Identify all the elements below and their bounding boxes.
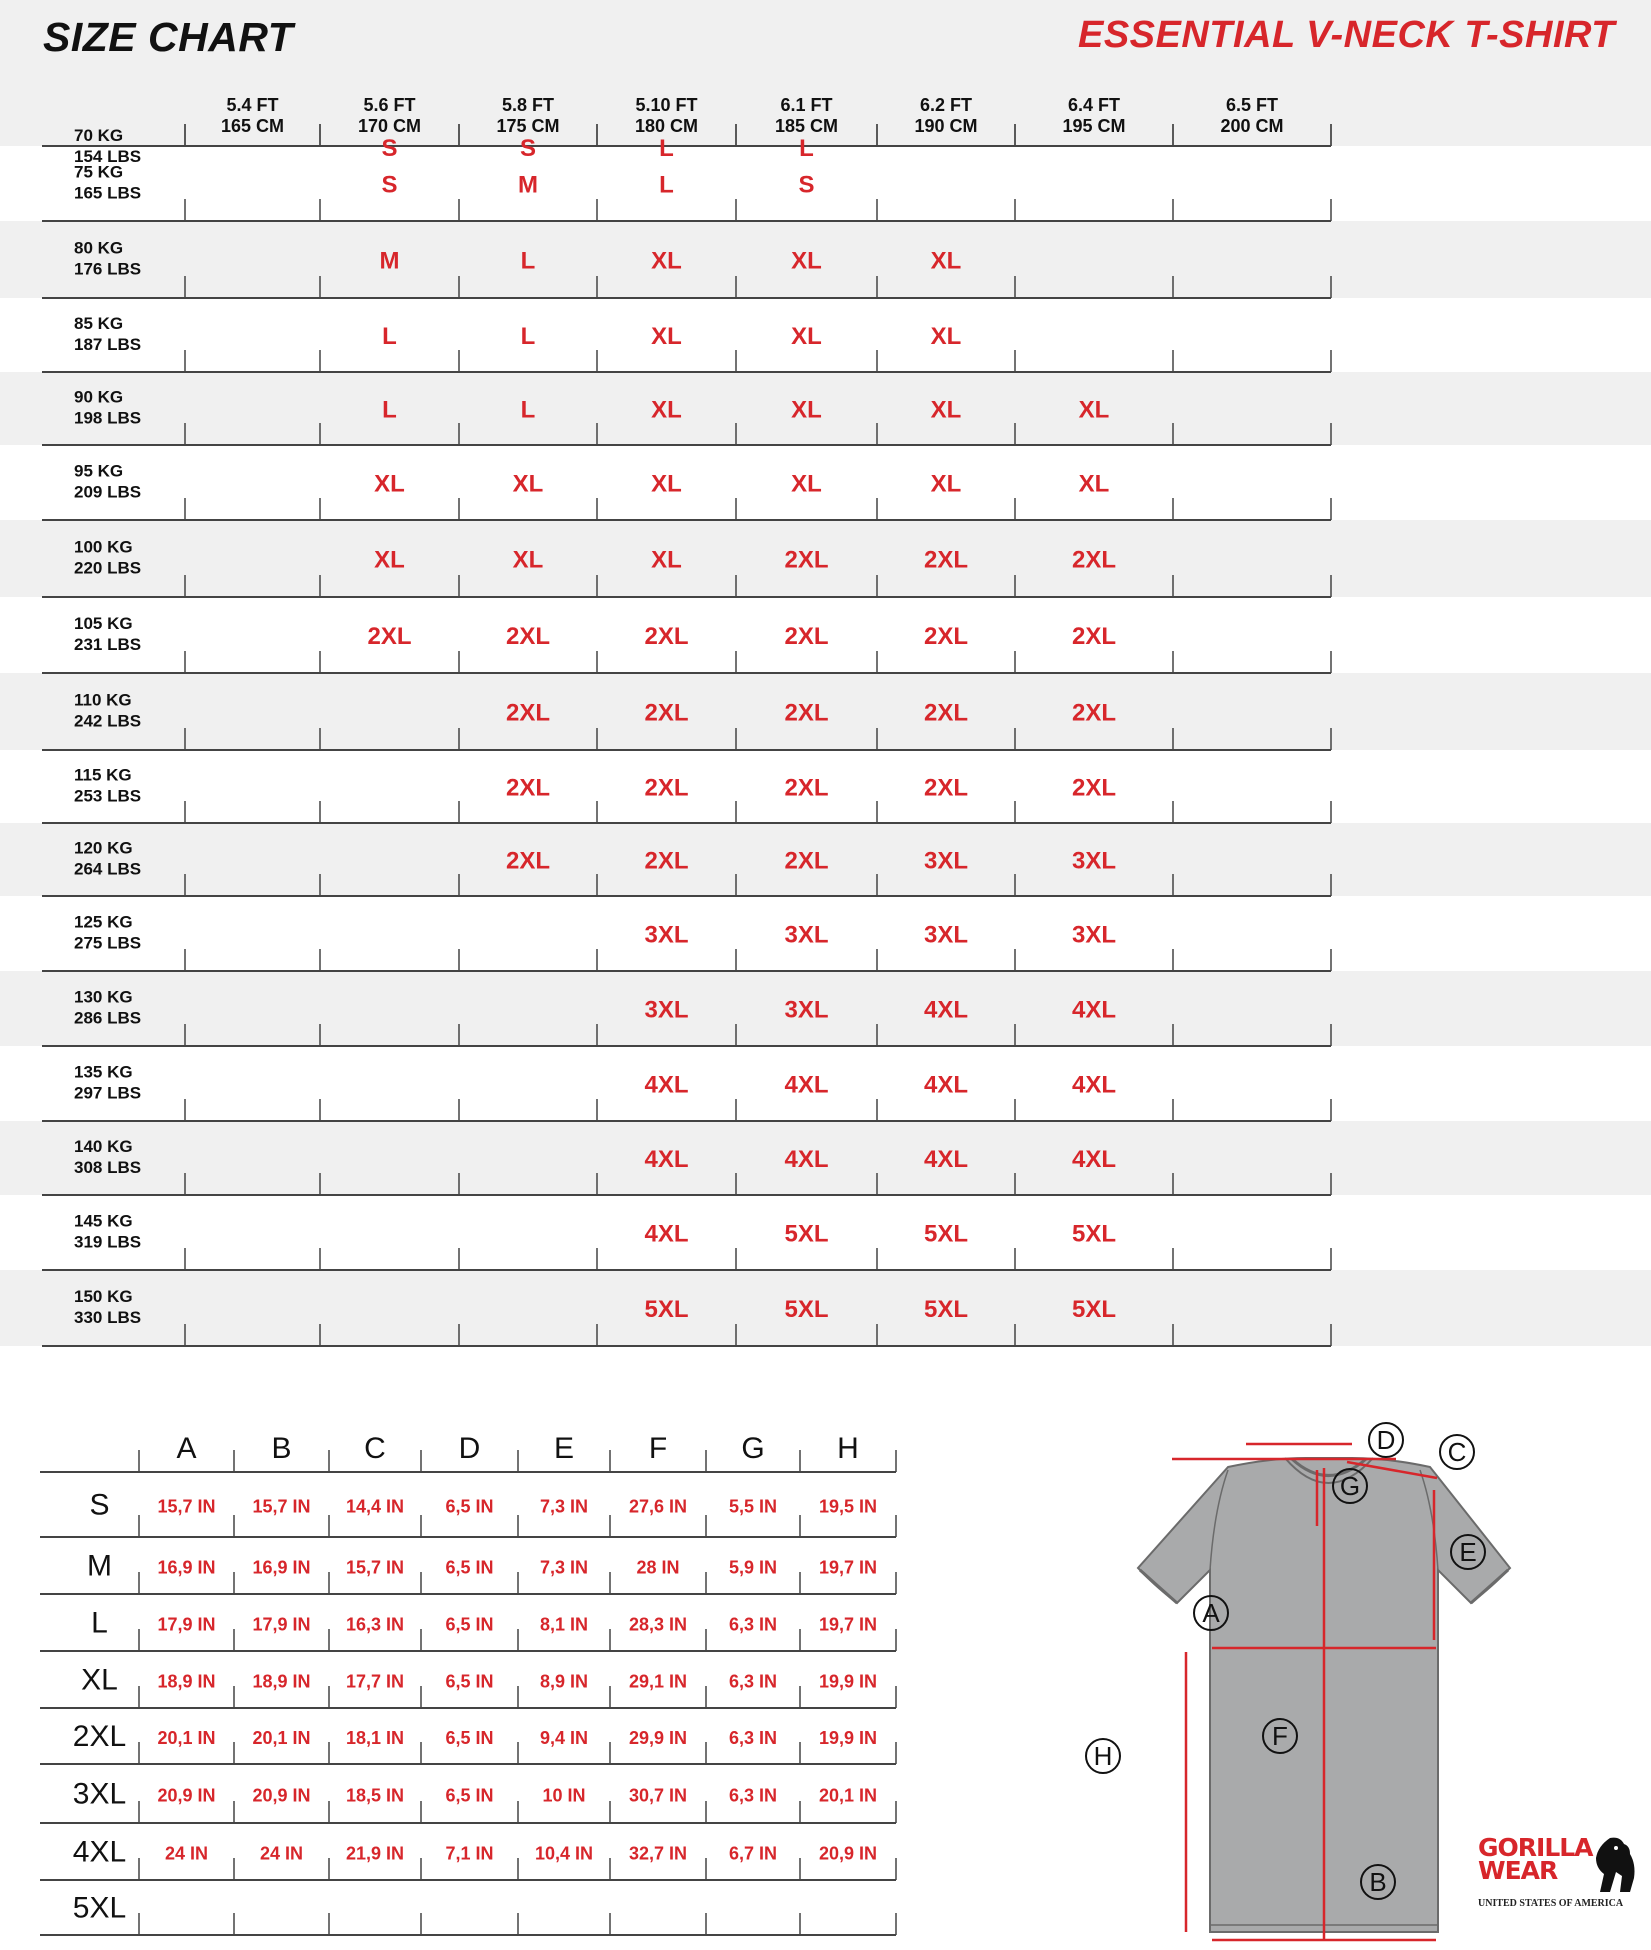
- measure-cell: 6,5 IN: [445, 1557, 494, 1578]
- size-row: [42, 766, 1331, 824]
- weight-kg-label: 140 KG: [74, 1137, 133, 1156]
- band-row: [0, 372, 1651, 445]
- size-cell: 4XL: [784, 1071, 829, 1099]
- svg-text:C: C: [1447, 1437, 1467, 1467]
- weight-lbs-label: 209 LBS: [74, 482, 142, 502]
- measure-cell: 30,7 IN: [628, 1785, 688, 1806]
- size-cell: 2XL: [784, 546, 829, 574]
- size-cell: 5XL: [923, 1220, 969, 1248]
- size-cell: XL: [1078, 396, 1110, 424]
- size-cell: 4XL: [923, 1071, 969, 1099]
- logo-line-1: GORILLA: [1478, 1833, 1593, 1862]
- tshirt-measurement-diagram: [1070, 1410, 1520, 1950]
- weight-lbs-label: 330 LBS: [74, 1308, 142, 1327]
- measure-row: [40, 1664, 896, 1709]
- height-ft-label: 6.2 FT: [919, 95, 973, 115]
- measure-size-label: 3XL: [72, 1777, 127, 1811]
- measure-row: [40, 1720, 896, 1764]
- size-cell: XL: [651, 546, 682, 574]
- height-cm-label: 170 CM: [357, 116, 422, 136]
- measure-cell: 7,3 IN: [539, 1557, 589, 1578]
- measure-cell: 18,9 IN: [252, 1671, 311, 1692]
- size-cell: L: [520, 247, 536, 275]
- size-cell: 4XL: [1071, 1071, 1117, 1099]
- size-cell: XL: [791, 247, 822, 275]
- measure-cell: 28 IN: [636, 1557, 680, 1578]
- weight-kg-label: 105 KG: [74, 614, 133, 633]
- size-cell: 5XL: [923, 1296, 969, 1323]
- size-cell: 2XL: [1071, 699, 1117, 727]
- measure-cell: 6,3 IN: [728, 1671, 778, 1692]
- size-cell: 3XL: [784, 921, 829, 949]
- measure-cell: 20,9 IN: [252, 1785, 311, 1806]
- svg-text:G: G: [1339, 1471, 1361, 1501]
- measure-cell: 19,9 IN: [818, 1728, 878, 1748]
- logo-wordmark: [1478, 1833, 1593, 1885]
- size-cell: 2XL: [923, 623, 969, 650]
- weight-lbs-label: 165 LBS: [74, 183, 142, 203]
- size-cell: L: [799, 135, 814, 162]
- size-cell: 4XL: [923, 1146, 969, 1173]
- size-cell: XL: [930, 247, 962, 275]
- weight-lbs-label: 176 LBS: [74, 259, 142, 279]
- size-row: [42, 1212, 1331, 1271]
- height-cm-label: 185 CM: [774, 116, 839, 136]
- measure-cell: 24 IN: [164, 1843, 209, 1864]
- size-cell: 5XL: [784, 1296, 829, 1323]
- svg-text:A: A: [1202, 1598, 1220, 1628]
- height-ft-label: 5.10 FT: [635, 95, 698, 115]
- size-cell: 2XL: [644, 623, 689, 650]
- weight-kg-label: 100 KG: [74, 537, 133, 557]
- height-ft-label: 6.5 FT: [1225, 95, 1279, 115]
- size-row: [42, 913, 1331, 972]
- size-cell: 5XL: [644, 1296, 689, 1323]
- measure-row: [40, 1778, 896, 1824]
- height-cm-label: 180 CM: [634, 116, 699, 136]
- measure-row: [40, 1489, 896, 1538]
- size-cell: 4XL: [644, 1220, 689, 1248]
- height-ft-label: 6.1 FT: [780, 95, 833, 115]
- weight-lbs-label: 297 LBS: [74, 1083, 142, 1103]
- size-cell: XL: [930, 396, 962, 424]
- size-cell: 3XL: [1071, 847, 1117, 875]
- size-row: [42, 163, 1331, 222]
- measure-cell: 15,7 IN: [157, 1496, 216, 1517]
- size-cell: XL: [651, 247, 682, 275]
- measure-cell: 5,9 IN: [728, 1557, 778, 1578]
- size-cell: M: [518, 171, 538, 199]
- size-cell: 4XL: [784, 1146, 829, 1173]
- weight-lbs-label: 198 LBS: [74, 408, 142, 428]
- measure-column-label: F: [648, 1432, 668, 1465]
- measure-column-label: C: [364, 1432, 386, 1465]
- size-cell: 2XL: [644, 774, 689, 802]
- measure-cell: 16,3 IN: [345, 1614, 405, 1635]
- size-cell: 2XL: [505, 774, 551, 802]
- size-cell: 2XL: [1071, 623, 1117, 650]
- weight-lbs-label: 264 LBS: [74, 859, 142, 879]
- height-ft-label: 5.8 FT: [501, 95, 555, 115]
- weight-lbs-label: 319 LBS: [74, 1232, 142, 1252]
- size-cell: 2XL: [1071, 546, 1117, 574]
- measure-cell: 8,1 IN: [539, 1614, 589, 1635]
- svg-text:B: B: [1369, 1867, 1387, 1897]
- size-cell: 4XL: [644, 1071, 689, 1099]
- measure-cell: 6,5 IN: [445, 1728, 494, 1748]
- size-row: [42, 614, 1331, 673]
- size-cell: 3XL: [644, 996, 689, 1024]
- measure-cell: 24 IN: [259, 1843, 304, 1864]
- weight-lbs-label: 220 LBS: [74, 558, 142, 578]
- size-cell: 3XL: [923, 847, 969, 875]
- size-cell: 2XL: [923, 774, 969, 802]
- height-ft-label: 5.4 FT: [226, 95, 279, 115]
- weight-lbs-label: 187 LBS: [74, 335, 142, 354]
- svg-text:E: E: [1459, 1537, 1477, 1567]
- measure-cell: 27,6 IN: [628, 1496, 688, 1517]
- measure-size-label: 2XL: [72, 1720, 127, 1753]
- size-cell: L: [520, 396, 536, 424]
- weight-kg-label: 130 KG: [74, 987, 133, 1007]
- size-cell: 3XL: [1071, 921, 1117, 949]
- weight-kg-label: 75 KG: [74, 162, 124, 182]
- size-cell: XL: [791, 470, 822, 498]
- size-cell: XL: [651, 396, 682, 424]
- size-cell: 4XL: [644, 1146, 689, 1173]
- measure-cell: 15,7 IN: [345, 1557, 405, 1578]
- weight-kg-label: 125 KG: [74, 912, 133, 932]
- size-cell: 5XL: [1071, 1296, 1117, 1323]
- size-cell: XL: [930, 470, 962, 498]
- weight-lbs-label: 286 LBS: [74, 1008, 142, 1028]
- height-cm-label: 175 CM: [496, 116, 560, 136]
- svg-text:H: H: [1093, 1741, 1113, 1771]
- measure-cell: 6,7 IN: [728, 1843, 778, 1864]
- product-title: ESSENTIAL V-NECK T-SHIRT: [1077, 14, 1615, 56]
- gorilla-icon: [1590, 1836, 1636, 1894]
- weight-kg-label: 115 KG: [74, 765, 132, 785]
- size-cell: 2XL: [1071, 774, 1117, 802]
- size-cell: XL: [651, 470, 682, 498]
- diagram-label-c: [1440, 1435, 1474, 1469]
- size-cell: XL: [374, 546, 405, 574]
- size-cell: S: [519, 135, 537, 162]
- logo-tagline: UNITED STATES OF AMERICA: [1478, 1898, 1624, 1909]
- measure-cell: 6,5 IN: [445, 1785, 494, 1806]
- brand-logo: [1478, 1833, 1638, 1916]
- measure-cell: 17,9 IN: [252, 1614, 311, 1635]
- weight-kg-label: 70 KG: [74, 126, 124, 145]
- size-cell: S: [798, 171, 815, 199]
- size-row: [42, 462, 1331, 521]
- measure-column-label: H: [837, 1432, 859, 1465]
- measurement-table: [0, 1420, 920, 1949]
- size-cell: 2XL: [923, 546, 969, 574]
- size-cell: 2XL: [367, 623, 412, 650]
- size-cell: 2XL: [784, 847, 829, 875]
- size-cell: S: [381, 135, 398, 162]
- measure-cell: 20,1 IN: [818, 1785, 878, 1806]
- size-cell: 2XL: [923, 699, 969, 727]
- measure-cell: 6,3 IN: [728, 1785, 778, 1806]
- size-cell: XL: [512, 470, 544, 498]
- page-title: SIZE CHART: [43, 14, 294, 60]
- weight-lbs-label: 154 LBS: [74, 147, 142, 166]
- size-cell: 2XL: [784, 623, 829, 650]
- measure-cell: 20,9 IN: [157, 1785, 216, 1806]
- svg-text:D: D: [1376, 1425, 1396, 1455]
- measure-cell: 6,5 IN: [445, 1614, 494, 1635]
- measure-cell: 5,5 IN: [728, 1496, 778, 1517]
- measure-cell: 32,7 IN: [628, 1843, 688, 1864]
- height-cm-label: 165 CM: [220, 116, 285, 136]
- measure-cell: 20,1 IN: [252, 1728, 311, 1748]
- size-cell: 5XL: [784, 1220, 829, 1248]
- size-chart-table: [0, 74, 1651, 1420]
- size-cell: L: [382, 396, 397, 424]
- size-cell: 2XL: [505, 847, 551, 875]
- measure-cell: 20,1 IN: [157, 1728, 216, 1748]
- measure-cell: 16,9 IN: [157, 1557, 216, 1578]
- measure-column-label: B: [271, 1432, 292, 1465]
- size-cell: 3XL: [784, 996, 829, 1024]
- measure-cell: 6,5 IN: [445, 1671, 494, 1692]
- weight-lbs-label: 231 LBS: [74, 635, 142, 654]
- size-row: [42, 314, 1331, 372]
- measure-cell: 21,9 IN: [345, 1843, 405, 1864]
- size-cell: XL: [791, 396, 822, 424]
- measure-size-label: 4XL: [72, 1835, 127, 1869]
- size-cell: 4XL: [1071, 996, 1117, 1024]
- size-cell: 2XL: [784, 699, 829, 727]
- measure-cell: 7,1 IN: [445, 1843, 494, 1864]
- measure-size-label: XL: [81, 1663, 118, 1697]
- measure-cell: 29,1 IN: [628, 1671, 688, 1692]
- measure-row: [40, 1892, 896, 1936]
- size-cell: XL: [512, 546, 544, 574]
- measure-column-label: A: [176, 1432, 197, 1465]
- measure-cell: 17,7 IN: [345, 1671, 405, 1692]
- measure-cell: 6,3 IN: [728, 1614, 778, 1635]
- band-row: [0, 221, 1651, 298]
- weight-kg-label: 135 KG: [74, 1062, 133, 1082]
- measure-cell: 18,5 IN: [345, 1785, 405, 1806]
- measure-cell: 19,7 IN: [818, 1614, 878, 1635]
- measure-cell: 7,3 IN: [539, 1496, 589, 1517]
- measure-cell: 19,5 IN: [818, 1496, 878, 1517]
- weight-lbs-label: 275 LBS: [74, 933, 142, 953]
- size-cell: 4XL: [1071, 1146, 1117, 1173]
- measure-cell: 18,9 IN: [157, 1671, 216, 1692]
- size-cell: XL: [651, 323, 682, 350]
- size-cell: 2XL: [644, 847, 689, 875]
- height-cm-label: 200 CM: [1220, 116, 1284, 136]
- size-cell: 2XL: [784, 774, 829, 802]
- size-cell: XL: [791, 323, 822, 350]
- size-cell: S: [381, 171, 398, 199]
- weight-lbs-label: 242 LBS: [74, 711, 142, 731]
- measure-cell: 29,9 IN: [628, 1728, 688, 1748]
- size-cell: 5XL: [1071, 1220, 1117, 1248]
- measure-cell: 20,9 IN: [818, 1843, 878, 1864]
- svg-text:F: F: [1272, 1721, 1288, 1751]
- diagram-label-d: [1369, 1423, 1403, 1457]
- measure-cell: 9,4 IN: [539, 1728, 589, 1748]
- measure-row: [40, 1550, 896, 1595]
- height-cm-label: 195 CM: [1062, 116, 1126, 136]
- size-cell: L: [382, 323, 397, 350]
- measure-cell: 14,4 IN: [345, 1496, 405, 1517]
- size-cell: L: [659, 135, 674, 162]
- measure-size-label: L: [91, 1606, 108, 1640]
- size-cell: XL: [930, 323, 962, 350]
- size-cell: 3XL: [644, 921, 689, 949]
- weight-kg-label: 90 KG: [74, 387, 124, 407]
- weight-lbs-label: 253 LBS: [74, 786, 142, 806]
- measure-cell: 28,3 IN: [628, 1614, 688, 1635]
- height-cm-label: 190 CM: [914, 116, 978, 136]
- measure-cell: 6,3 IN: [728, 1728, 778, 1748]
- height-ft-label: 6.4 FT: [1067, 95, 1121, 115]
- weight-kg-label: 150 KG: [74, 1287, 133, 1306]
- logo-line-2: WEAR: [1478, 1856, 1558, 1885]
- measure-cell: 16,9 IN: [252, 1557, 311, 1578]
- size-cell: 2XL: [505, 699, 551, 727]
- size-cell: 2XL: [644, 699, 689, 727]
- measure-column-label: G: [741, 1432, 765, 1465]
- size-cell: 3XL: [923, 921, 969, 949]
- measure-cell: 10,4 IN: [534, 1843, 594, 1864]
- height-ft-label: 5.6 FT: [363, 95, 416, 115]
- weight-kg-label: 145 KG: [74, 1211, 133, 1231]
- measure-cell: 15,7 IN: [252, 1496, 311, 1517]
- measure-size-label: S: [89, 1488, 110, 1522]
- size-row: [42, 1063, 1331, 1122]
- weight-kg-label: 95 KG: [74, 461, 124, 481]
- measure-cell: 17,9 IN: [157, 1614, 216, 1635]
- size-cell: L: [659, 171, 674, 199]
- weight-kg-label: 85 KG: [74, 314, 124, 333]
- size-cell: L: [520, 323, 536, 350]
- measure-cell: 19,9 IN: [818, 1671, 878, 1692]
- measure-column-label: D: [458, 1432, 481, 1465]
- measure-size-label: 5XL: [72, 1891, 127, 1925]
- diagram-label-h: [1086, 1739, 1120, 1773]
- weight-kg-label: 110 KG: [74, 690, 132, 710]
- size-cell: M: [379, 247, 400, 275]
- measure-cell: 10 IN: [542, 1785, 586, 1806]
- weight-kg-label: 120 KG: [74, 838, 133, 858]
- header-bar: [0, 0, 1651, 74]
- measure-cell: 19,7 IN: [818, 1557, 878, 1578]
- size-cell: 4XL: [923, 996, 969, 1024]
- measure-row: [40, 1607, 896, 1652]
- measure-column-label: E: [553, 1432, 575, 1465]
- measure-cell: 6,5 IN: [445, 1496, 494, 1517]
- size-cell: 2XL: [505, 623, 551, 650]
- measure-row: [40, 1836, 896, 1881]
- measure-cell: 18,1 IN: [345, 1728, 405, 1748]
- measure-size-label: M: [87, 1549, 112, 1583]
- weight-kg-label: 80 KG: [74, 238, 124, 258]
- measure-cell: 8,9 IN: [539, 1671, 589, 1692]
- size-cell: XL: [1078, 470, 1110, 498]
- size-cell: XL: [374, 470, 405, 498]
- weight-lbs-label: 308 LBS: [74, 1158, 142, 1177]
